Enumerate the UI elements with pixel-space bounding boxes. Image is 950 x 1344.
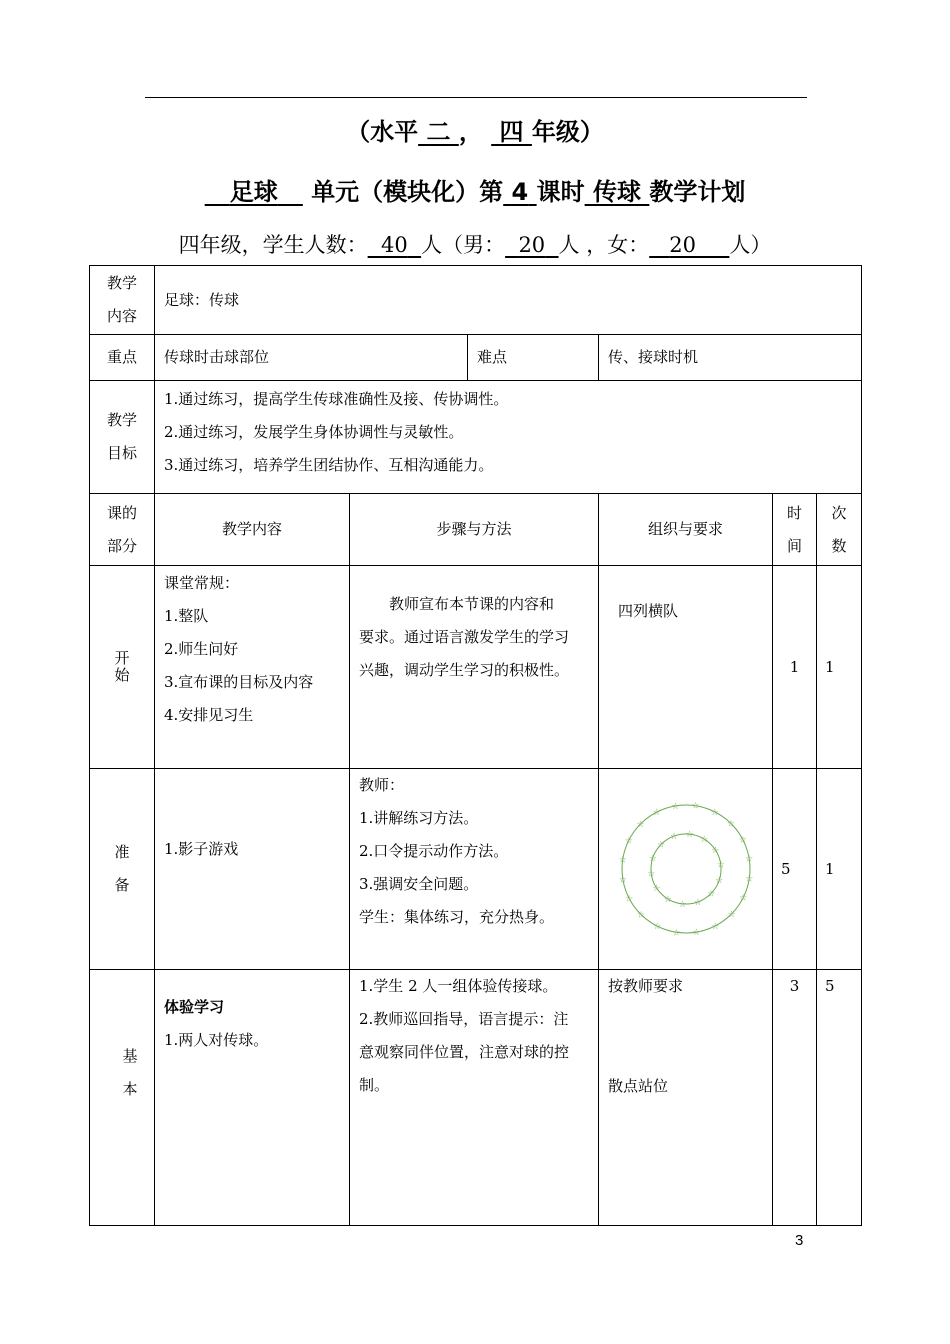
prep-method-line: 2.口令提示动作方法。 (359, 842, 509, 860)
header-method: 步骤与方法 (350, 494, 599, 566)
difficulty-label: 难点 (468, 335, 599, 381)
student-star-icon: ☆ (739, 893, 748, 904)
basic-time: 3 (773, 970, 817, 1226)
lesson-plan-table (89, 265, 862, 1226)
row-start (90, 566, 862, 769)
start-organization: 四列横队 (599, 566, 773, 769)
header-time: 时 间 (773, 494, 817, 566)
topic: 传球 (592, 178, 641, 206)
goals-list (155, 381, 862, 494)
prep-organization (599, 769, 773, 970)
student-star-icon: ☆ (745, 874, 754, 885)
prep-content: 1.影子游戏 (155, 769, 350, 970)
student-star-icon: ☆ (727, 909, 736, 920)
student-star-icon: ☆ (652, 883, 661, 894)
plan-text: 教学计划 (649, 178, 746, 206)
header-part: 课的 部分 (90, 494, 155, 566)
goal-item: 1.通过练习，提高学生传球准确性及接、传协调性。 (164, 390, 509, 408)
start-content-line: 1.整队 (164, 607, 209, 625)
goals-label: 教学 目标 (90, 381, 155, 494)
student-star-icon: ☆ (618, 875, 627, 886)
lesson-text: 课时 (536, 178, 585, 206)
basic-label: 基 本 (90, 970, 155, 1226)
basic-method (350, 970, 599, 1226)
student-star-icon: ☆ (663, 894, 672, 905)
student-star-icon: ☆ (707, 889, 716, 900)
student-star-icon: ☆ (700, 835, 709, 846)
student-star-icon: ☆ (652, 808, 661, 819)
prep-method-line: 1.讲解练习方法。 (359, 809, 479, 827)
row-key-difficulty (90, 335, 862, 381)
student-star-icon: ☆ (618, 855, 627, 866)
prep-method (350, 769, 599, 970)
start-method-line: 兴趣，调动学生学习的积极性。 (359, 661, 570, 679)
grade-value: 四 (499, 118, 524, 146)
goal-item: 3.通过练习，培养学生团结协作、互相沟通能力。 (164, 456, 494, 474)
lesson-number: 4 (511, 178, 529, 206)
basic-org-line-2: 散点站位 (608, 1077, 669, 1095)
start-count: 1 (817, 566, 862, 769)
student-star-icon: ☆ (648, 853, 657, 864)
student-star-icon: ☆ (678, 899, 687, 910)
page-number: 3 (795, 1232, 804, 1249)
student-star-icon: ☆ (636, 820, 645, 831)
student-star-icon: ☆ (625, 894, 634, 905)
student-star-icon: ☆ (637, 910, 646, 921)
row-prep (90, 769, 862, 970)
student-star-icon: ☆ (710, 807, 719, 818)
start-time: 1 (773, 566, 817, 769)
student-star-icon: ☆ (715, 876, 724, 887)
student-star-icon: ☆ (716, 860, 725, 871)
prep-count: 1 (817, 769, 862, 970)
student-star-icon: ☆ (656, 840, 665, 851)
grade-suffix: 年级） (531, 118, 604, 146)
concentric-circles-diagram (599, 789, 773, 949)
girls-suffix: 人） (729, 233, 772, 257)
student-star-icon: ☆ (653, 922, 662, 933)
student-star-icon: ☆ (711, 921, 720, 932)
level-sep: ， (458, 118, 483, 146)
students-total: 40 (380, 233, 408, 257)
unit-value: 足球 (229, 178, 278, 206)
student-count-line (0, 229, 950, 259)
level-prefix: （水平 (346, 118, 419, 146)
start-content-line: 2.师生问好 (164, 640, 239, 658)
basic-content-item: 1.两人对传球。 (164, 1031, 269, 1049)
students-prefix: 四年级，学生人数： (178, 233, 368, 257)
basic-content-title: 体验学习 (164, 998, 225, 1016)
content-value: 足球：传球 (155, 266, 862, 335)
prep-method-line: 学生：集体练习，充分热身。 (359, 908, 555, 926)
header-organization: 组织与要求 (599, 494, 773, 566)
header-count: 次 数 (817, 494, 862, 566)
basic-content (155, 970, 350, 1226)
student-star-icon: ☆ (671, 801, 680, 812)
basic-method-line: 制。 (359, 1076, 390, 1094)
basic-method-line: 2.教师巡回指导，语言提示：注 (359, 1010, 569, 1028)
girls-count: 20 (669, 233, 696, 257)
row-basic (90, 970, 862, 1226)
student-star-icon: ☆ (726, 819, 735, 830)
unit-text: 单元（模块化）第 (311, 178, 504, 206)
prep-method-line: 教师： (359, 776, 405, 794)
difficulty-value: 传、接球时机 (599, 335, 862, 381)
goal-item: 2.通过练习，发展学生身体协调性与灵敏性。 (164, 423, 464, 441)
basic-method-line: 1.学生 2 人一组体验传接球。 (359, 977, 558, 995)
student-star-icon: ☆ (692, 928, 701, 939)
prep-method-line: 3.强调安全问题。 (359, 875, 479, 893)
content-label: 教学 内容 (90, 266, 155, 335)
key-value: 传球时击球部位 (155, 335, 468, 381)
student-star-icon: ☆ (669, 832, 679, 843)
row-column-headers (90, 494, 862, 566)
student-star-icon: ☆ (745, 854, 754, 865)
start-content-line: 3.宣布课的目标及内容 (164, 673, 314, 691)
start-method-line: 要求。通过语言激发学生的学习 (359, 628, 570, 646)
key-label: 重点 (90, 335, 155, 381)
boys-count: 20 (518, 233, 546, 257)
basic-organization (599, 970, 773, 1226)
header-content: 教学内容 (155, 494, 350, 566)
level-heading (0, 112, 950, 147)
prep-time: 5 (773, 769, 817, 970)
start-method (350, 566, 599, 769)
boys-suffix: 人 ，女： (558, 233, 650, 257)
basic-org-line-1: 按教师要求 (608, 977, 684, 995)
basic-count: 5 (817, 970, 862, 1226)
student-star-icon: ☆ (685, 830, 694, 841)
start-content-line: 4.安排见习生 (164, 706, 254, 724)
plan-title (0, 172, 950, 207)
row-goals (90, 381, 862, 494)
basic-method-line: 意观察同伴位置，注意对球的控 (359, 1043, 570, 1061)
student-star-icon: ☆ (691, 801, 700, 812)
start-content (155, 566, 350, 769)
prep-label: 准 备 (90, 769, 155, 970)
student-star-icon: ☆ (624, 836, 633, 847)
student-star-icon: ☆ (711, 846, 720, 857)
header-rule (145, 97, 807, 98)
level-value: 二 (426, 118, 451, 146)
row-content (90, 266, 862, 335)
student-star-icon: ☆ (693, 897, 703, 908)
student-star-icon: ☆ (738, 835, 747, 846)
students-mid: 人（男： (421, 233, 506, 257)
start-method-line: 教师宣布本节课的内容和 (389, 595, 555, 613)
start-content-line: 课堂常规： (164, 574, 240, 592)
student-star-icon: ☆ (647, 869, 656, 880)
student-star-icon: ☆ (672, 928, 681, 939)
start-label: 开 始 (90, 566, 155, 769)
